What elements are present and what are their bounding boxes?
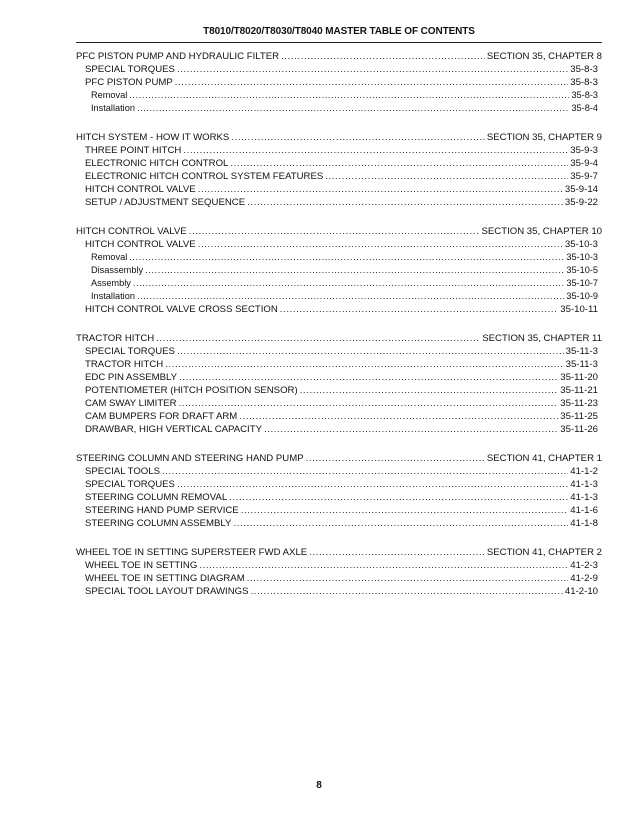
dot-leader xyxy=(179,371,558,384)
toc-entry-page-ref: 35-9-3 xyxy=(570,145,598,156)
toc-entry-title: HITCH CONTROL VALVE xyxy=(85,184,196,195)
dot-leader xyxy=(230,157,568,170)
dot-leader xyxy=(162,465,568,478)
toc-entry-page-ref: 35-11-3 xyxy=(565,346,598,357)
toc-entry-title: STEERING HAND PUMP SERVICE xyxy=(85,505,239,516)
dot-leader xyxy=(251,585,563,598)
toc-entry-page-ref: 35-11-21 xyxy=(560,385,598,396)
toc-entry[interactable] xyxy=(76,183,602,196)
toc-entry-title: SPECIAL TOOLS xyxy=(85,466,161,477)
toc-chapter-heading[interactable] xyxy=(76,452,602,465)
toc-chapter-heading-title: HITCH SYSTEM - HOW IT WORKS xyxy=(76,132,230,143)
toc-entry[interactable] xyxy=(76,264,602,277)
dot-leader xyxy=(309,546,485,559)
toc-entry-page-ref: 35-8-3 xyxy=(570,77,598,88)
dot-leader xyxy=(306,452,485,465)
toc-entry-page-ref: 35-10-11 xyxy=(560,304,598,315)
toc-entry[interactable] xyxy=(76,303,602,316)
toc-entry-title: Installation xyxy=(91,103,135,113)
dot-leader xyxy=(280,303,559,316)
toc-chapter-heading[interactable] xyxy=(76,332,602,345)
toc-entry-page-ref: 41-1-6 xyxy=(570,505,598,516)
dot-leader xyxy=(133,277,565,290)
toc-entry-page-ref: 35-10-5 xyxy=(566,265,598,275)
toc-chapter-heading-title: WHEEL TOE IN SETTING SUPERSTEER FWD AXLE xyxy=(76,547,308,558)
toc-entry[interactable] xyxy=(76,290,602,303)
dot-leader xyxy=(177,478,568,491)
toc-entry-page-ref: 41-2-10 xyxy=(564,586,598,597)
toc-chapter-heading-page-ref: SECTION 35, CHAPTER 9 xyxy=(486,132,602,143)
toc-chapter-heading[interactable] xyxy=(76,50,602,63)
toc-entry-title: DRAWBAR, HIGH VERTICAL CAPACITY xyxy=(85,424,262,435)
toc-entry[interactable] xyxy=(76,277,602,290)
dot-leader xyxy=(198,238,563,251)
dot-leader xyxy=(231,131,485,144)
toc-entry-title: STEERING COLUMN REMOVAL xyxy=(85,492,228,503)
toc-entry[interactable] xyxy=(76,491,602,504)
dot-leader xyxy=(300,384,559,397)
dot-leader xyxy=(239,410,558,423)
dot-leader xyxy=(129,251,564,264)
dot-leader xyxy=(233,517,568,530)
toc-entry[interactable] xyxy=(76,397,602,410)
toc-entry[interactable] xyxy=(76,478,602,491)
dot-leader xyxy=(177,63,568,76)
toc-entry-page-ref: 41-2-3 xyxy=(570,560,598,571)
toc-entry[interactable] xyxy=(76,517,602,530)
toc-entry-page-ref: 35-11-3 xyxy=(565,359,598,370)
toc-entry-title: Disassembly xyxy=(91,265,144,275)
toc-section xyxy=(76,131,602,209)
toc-entry-title: Installation xyxy=(91,291,135,301)
toc-entry-page-ref: 35-8-3 xyxy=(571,90,598,100)
toc-section xyxy=(76,546,602,598)
toc-chapter-heading-page-ref: SECTION 41, CHAPTER 2 xyxy=(486,547,602,558)
toc-chapter-heading-page-ref: SECTION 35, CHAPTER 10 xyxy=(481,226,602,237)
toc-entry-title: Assembly xyxy=(91,278,131,288)
header-divider xyxy=(76,42,602,43)
toc-entry-page-ref: 35-11-20 xyxy=(560,372,598,383)
toc-chapter-heading-title: STEERING COLUMN AND STEERING HAND PUMP xyxy=(76,453,304,464)
toc-entry[interactable] xyxy=(76,384,602,397)
toc-entry-title: SPECIAL TORQUES xyxy=(85,479,175,490)
dot-leader xyxy=(137,290,564,303)
dot-leader xyxy=(189,225,480,238)
toc-chapter-heading-title: TRACTOR HITCH xyxy=(76,333,155,344)
toc-entry[interactable] xyxy=(76,465,602,478)
toc-entry-page-ref: 35-8-3 xyxy=(570,64,598,75)
toc-entry[interactable] xyxy=(76,170,602,183)
toc-entry[interactable] xyxy=(76,238,602,251)
toc-entry[interactable] xyxy=(76,144,602,157)
toc-entry[interactable] xyxy=(76,572,602,585)
dot-leader xyxy=(325,170,568,183)
page-number: 8 xyxy=(316,780,322,791)
toc-entry[interactable] xyxy=(76,89,602,102)
toc-entry-title: WHEEL TOE IN SETTING xyxy=(85,560,198,571)
dot-leader xyxy=(129,89,569,102)
toc-chapter-heading-title: PFC PISTON PUMP AND HYDRAULIC FILTER xyxy=(76,51,280,62)
toc-entry[interactable] xyxy=(76,63,602,76)
toc-entry[interactable] xyxy=(76,504,602,517)
toc-entry-title: SETUP / ADJUSTMENT SEQUENCE xyxy=(85,197,246,208)
dot-leader xyxy=(177,345,564,358)
toc-entry-page-ref: 35-9-22 xyxy=(564,197,598,208)
toc-entry-title: CAM BUMPERS FOR DRAFT ARM xyxy=(85,411,238,422)
toc-entry-page-ref: 35-9-7 xyxy=(570,171,598,182)
toc-entry-title: TRACTOR HITCH xyxy=(85,359,164,370)
dot-leader xyxy=(229,491,568,504)
toc-entry[interactable] xyxy=(76,102,602,115)
toc-entry-title: ELECTRONIC HITCH CONTROL SYSTEM FEATURES xyxy=(85,171,324,182)
dot-leader xyxy=(264,423,558,436)
toc-entry-page-ref: 41-1-3 xyxy=(570,492,598,503)
dot-leader xyxy=(199,559,568,572)
toc-entry-title: PFC PISTON PUMP xyxy=(85,77,173,88)
toc-entry-title: HITCH CONTROL VALVE CROSS SECTION xyxy=(85,304,278,315)
dot-leader xyxy=(183,144,568,157)
toc-entry-title: Removal xyxy=(91,90,128,100)
toc-entry-page-ref: 35-11-23 xyxy=(560,398,598,409)
toc-entry-title: SPECIAL TORQUES xyxy=(85,346,175,357)
toc-entry-page-ref: 35-8-4 xyxy=(571,103,598,113)
dot-leader xyxy=(247,572,569,585)
dot-leader xyxy=(198,183,563,196)
dot-leader xyxy=(137,102,570,115)
toc-entry[interactable] xyxy=(76,423,602,436)
toc-entry-page-ref: 35-10-9 xyxy=(566,291,598,301)
toc-section xyxy=(76,452,602,530)
toc-chapter-heading-page-ref: SECTION 41, CHAPTER 1 xyxy=(486,453,602,464)
toc-entry-page-ref: 35-11-26 xyxy=(560,424,598,435)
toc-entry-page-ref: 35-9-4 xyxy=(570,158,598,169)
toc-entry-title: WHEEL TOE IN SETTING DIAGRAM xyxy=(85,573,245,584)
toc-entry-page-ref: 35-9-14 xyxy=(564,184,598,195)
table-of-contents xyxy=(76,50,602,614)
toc-chapter-heading[interactable] xyxy=(76,546,602,559)
toc-entry-page-ref: 35-10-3 xyxy=(564,239,598,250)
toc-entry[interactable] xyxy=(76,410,602,423)
toc-entry[interactable] xyxy=(76,157,602,170)
dot-leader xyxy=(247,196,563,209)
toc-entry-title: CAM SWAY LIMITER xyxy=(85,398,177,409)
toc-entry-title: Removal xyxy=(91,252,128,262)
toc-entry-title: SPECIAL TORQUES xyxy=(85,64,175,75)
toc-entry-page-ref: 41-1-2 xyxy=(570,466,598,477)
toc-entry[interactable] xyxy=(76,371,602,384)
dot-leader xyxy=(241,504,569,517)
toc-entry[interactable] xyxy=(76,345,602,358)
toc-chapter-heading-page-ref: SECTION 35, CHAPTER 11 xyxy=(482,333,602,344)
toc-entry-title: SPECIAL TOOL LAYOUT DRAWINGS xyxy=(85,586,249,597)
dot-leader xyxy=(145,264,564,277)
toc-entry-title: POTENTIOMETER (HITCH POSITION SENSOR) xyxy=(85,385,298,396)
toc-entry-page-ref: 35-11-25 xyxy=(560,411,598,422)
toc-section xyxy=(76,332,602,436)
toc-entry-page-ref: 41-1-8 xyxy=(570,518,598,529)
toc-entry-title: HITCH CONTROL VALVE xyxy=(85,239,196,250)
toc-entry-page-ref: 41-2-9 xyxy=(570,573,598,584)
toc-chapter-heading-title: HITCH CONTROL VALVE xyxy=(76,226,187,237)
dot-leader xyxy=(175,76,568,89)
toc-entry-title: EDC PIN ASSEMBLY xyxy=(85,372,178,383)
toc-chapter-heading[interactable] xyxy=(76,131,602,144)
toc-entry[interactable] xyxy=(76,196,602,209)
toc-entry-title: STEERING COLUMN ASSEMBLY xyxy=(85,518,232,529)
dot-leader xyxy=(165,358,563,371)
toc-entry-title: THREE POINT HITCH xyxy=(85,145,182,156)
toc-section xyxy=(76,225,602,316)
toc-entry[interactable] xyxy=(76,76,602,89)
toc-entry[interactable] xyxy=(76,358,602,371)
toc-entry[interactable] xyxy=(76,585,602,598)
toc-entry-title: ELECTRONIC HITCH CONTROL xyxy=(85,158,229,169)
toc-entry[interactable] xyxy=(76,559,602,572)
page-title: T8010/T8020/T8030/T8040 MASTER TABLE OF CONTENTS xyxy=(203,26,475,37)
toc-section xyxy=(76,50,602,115)
toc-entry-page-ref: 41-1-3 xyxy=(570,479,598,490)
toc-chapter-heading[interactable] xyxy=(76,225,602,238)
toc-entry-page-ref: 35-10-7 xyxy=(566,278,598,288)
dot-leader xyxy=(179,397,559,410)
toc-chapter-heading-page-ref: SECTION 35, CHAPTER 8 xyxy=(486,51,602,62)
dot-leader xyxy=(156,332,480,345)
toc-entry-page-ref: 35-10-3 xyxy=(566,252,598,262)
toc-entry[interactable] xyxy=(76,251,602,264)
dot-leader xyxy=(281,50,485,63)
